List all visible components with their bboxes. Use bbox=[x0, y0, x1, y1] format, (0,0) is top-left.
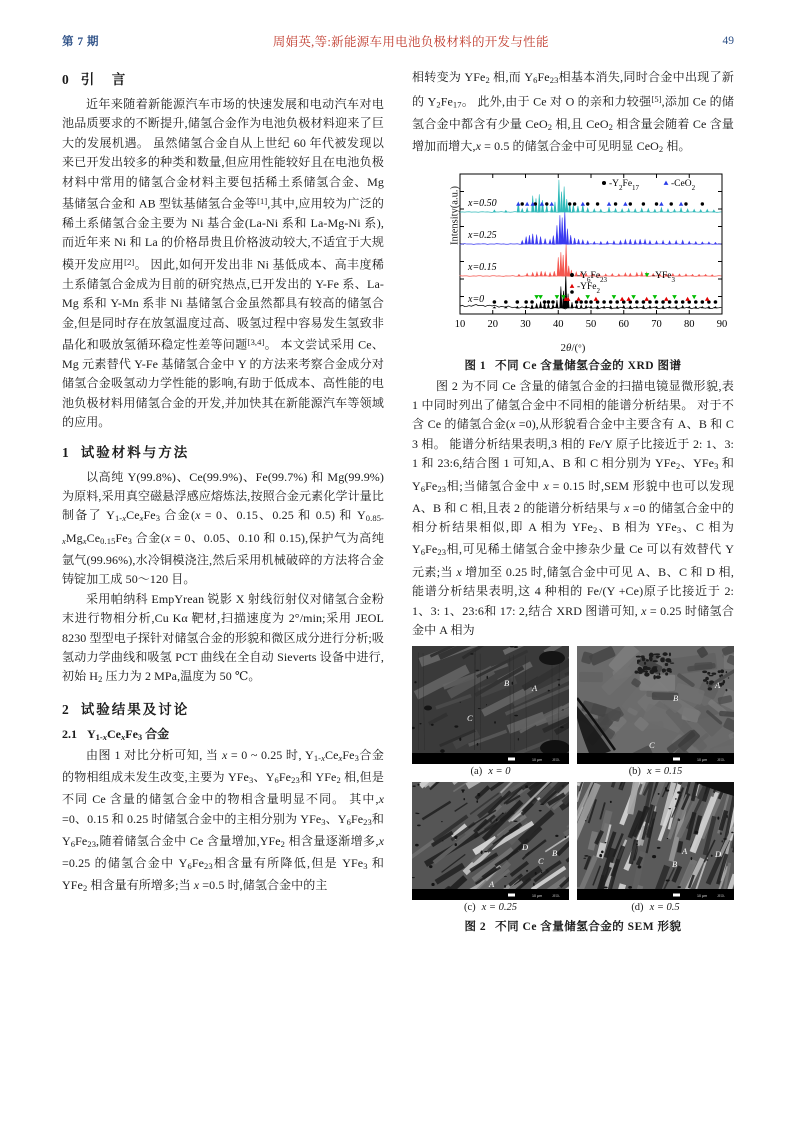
two-column-body bbox=[62, 68, 734, 1088]
svg-text:-Y2Fe17: $-Y_2Fe_{17}$ bbox=[609, 178, 640, 192]
paragraph-intro: 近年来随着新能源汽车市场的快速发展和电动汽车对电池品质要求的不断提升,储氢合金作为电池负极材料迎来了巨大的发展机遇。 虽然储氢合金自从上世纪 60 年代被发现以来已开发出较多的种类和数量,但应用性能较好且在电池负极材料中常用的储氢合金材料主要包括稀土系储氢合金、Mg 基储氢合金和 AB 型钛基储氢合金等[1],其中,应用较为广泛的稀土系储氢合金主要为 Ni 基合金(La-Ni 系和 La-Mg-Ni 系),而近年来 Ni 和 La 的价格昂贵且价格波动较大,不适宜于大规模开发应用[2]。 因此,如何开发出非 Ni 基低成本、高丰度稀土系储氢合金成为目前的研究热点,已开发出的 Y-Fe 系、La-Mg 系和 Y-Mn 系非 Ni 基储氢合金虽然都具有较高的储氢合金,但是同时存在放氢温度过高、吸氢过程中容易发生氢致非晶化和吸放氢循环稳定性差等问题[3,4]。 本文尝试采用 Ce、Mg 元素替代 Y-Fe 基储氢合金中 Y 的方法来考察合金成分对储氢合金吸氢动力学性能的影响,有助于低成本、高性能的电池负极材料用储氢合金的开发,并加快其在新能源汽车等领域的应用。 bbox=[62, 97, 384, 430]
svg-text:-CeO2: -CeO$_2$ bbox=[671, 178, 696, 192]
sem-image-d bbox=[577, 782, 734, 900]
svg-text:C: C bbox=[649, 740, 655, 751]
svg-text:50: 50 bbox=[585, 318, 597, 330]
sem-panel-c bbox=[412, 782, 569, 914]
sem-panel-value-d: x = 0.5 bbox=[649, 902, 680, 914]
svg-text:A: A bbox=[715, 680, 721, 691]
svg-text:D: D bbox=[715, 849, 722, 860]
svg-text:JEOL: JEOL bbox=[552, 758, 560, 763]
page-number: 49 bbox=[722, 35, 734, 47]
svg-text:B: B bbox=[672, 859, 678, 870]
figure-2-caption bbox=[412, 918, 734, 934]
sem-panel-grid bbox=[412, 646, 734, 914]
sem-panel-value-c: x = 0.25 bbox=[481, 902, 518, 914]
svg-text:x=0.15: x=0.15 bbox=[468, 261, 497, 273]
svg-text:40: 40 bbox=[553, 318, 564, 330]
paragraph-sem-discussion: 图 2 为不同 Ce 含量的储氢合金的扫描电镜显微形貌,表 1 中同时列出了储氢合金中不同相的能谱分析结果。 对于不含 Ce 的储氢合金(x =0),从形貌看合金中主要含有 A、B 和 C 3 相。 能谱分析结果表明,3 相的 Fe/Y 原子比接近于 2: 1、3: 1 和 23:6,结合图 1 可知,A、B 和 C 相分别为 YFe$_2$、YFe$_3$ 和 $Y_6Fe_{23}$相;当储氢合金中 x = 0.15 时,SEM 形貌中也可以发现 A、B 和 C 相,且表 2 的能谱分析结果与 x =0 的储氢合金中的相分析结果相似,即 A 相为 YFe$_2$、B 相为 YFe$_3$、C 相为 $Y_6Fe_{23}$相,可见稀土储氢合金中掺杂少量 Ce 可以有效替代 Y 元素;当 x 增加至 0.25 时,储氢合金中可见 A、B、C 和 D 相,能谱分析结果表明,这 4 种相的 Fe/(Y +Ce)原子比接近于 2: 1、3: 1、23:6和 17: 2,结合 XRD 图谱可知, x = 0.25 时储氢合金中 A 相为 bbox=[412, 378, 734, 637]
sem-caption-d bbox=[577, 902, 734, 913]
sem-panel-d bbox=[577, 782, 734, 914]
section-heading-2 bbox=[62, 698, 384, 718]
figure-1-xrd bbox=[412, 166, 734, 373]
xrd-y-axis-label: Intensity(a.u.) bbox=[449, 185, 461, 245]
running-head bbox=[62, 30, 734, 52]
sem-image-b bbox=[577, 646, 734, 764]
svg-text:80: 80 bbox=[684, 318, 695, 330]
svg-text:10 μm: 10 μm bbox=[532, 894, 543, 899]
svg-text:JEOL: JEOL bbox=[552, 894, 560, 899]
sem-caption-b bbox=[577, 766, 734, 777]
figure-1-caption bbox=[412, 357, 734, 373]
svg-text:10: 10 bbox=[454, 318, 466, 330]
svg-text:C: C bbox=[467, 713, 473, 724]
subsection-title-2-1: $Y_{1-x}Ce_xFe_3$ 合金 bbox=[87, 726, 170, 742]
sem-panel-label-a: (a) bbox=[470, 766, 483, 778]
svg-text:20: 20 bbox=[487, 318, 498, 330]
svg-text:60: 60 bbox=[618, 318, 629, 330]
subsection-number-2-1: 2.1 bbox=[62, 726, 77, 741]
sem-caption-a bbox=[412, 766, 569, 777]
svg-text:-YFe2: -YFe$_2$ bbox=[577, 281, 601, 295]
svg-text:A: A bbox=[489, 879, 495, 890]
sem-image-a bbox=[412, 646, 569, 764]
svg-text:30: 30 bbox=[520, 318, 531, 330]
sem-panel-label-c: (c) bbox=[463, 902, 476, 914]
sem-panel-value-b: x = 0.15 bbox=[646, 766, 683, 778]
section-number-2: 2 bbox=[62, 701, 69, 717]
section-title-1: 试验材料与方法 bbox=[80, 444, 190, 460]
paragraph-methods: 采用帕纳科 EmpYrean 锐影 X 射线衍射仪对储氢合金粉末进行物相分析,Cu Kα 靶材,扫描速度为 2°/min;采用 JEOL 8230 型型电子探针对储氢合金的形貌和微区成分进行分析;吸氢动力学曲线和吸氢 PCT 曲线在全自动 Sieverts 设备中进行,初始 $H_2$ 压力为 2 MPa,温度为 50 ℃。 bbox=[62, 591, 384, 685]
figure-1-label: 图 1 bbox=[464, 359, 487, 372]
sem-panel-a bbox=[412, 646, 569, 778]
sem-panel-b bbox=[577, 646, 734, 778]
svg-text:JEOL: JEOL bbox=[717, 894, 725, 899]
svg-text:10 μm: 10 μm bbox=[532, 758, 543, 763]
paragraph-materials: 以高纯 Y(99.8%)、Ce(99.9%)、Fe(99.7%) 和 Mg(99.9%)为原料,采用真空磁悬浮感应熔炼法,按照合金元素化学计量比制备了 $Y_{1-x}Ce_xFe_3$ 合金(x = 0、0.15、0.25 和 0.5) 和 $Y_{0.85-x}Mg_xCe_{0.15}Fe_3$ 合金(x = 0、0.05、0.10 和 0.15),保护气为高纯氩气(99.96%),水冷铜模浇注,然后采用机械破碎的方法将合金铸锭加工成 50～120 目。 bbox=[62, 469, 384, 587]
sem-panel-label-b: (b) bbox=[628, 766, 641, 778]
section-number-1: 1 bbox=[62, 444, 69, 460]
xrd-x-axis-label: 2θ/(°) bbox=[560, 341, 586, 354]
svg-text:70: 70 bbox=[651, 318, 662, 330]
svg-text:10 μm: 10 μm bbox=[697, 758, 708, 763]
svg-text:x=0.50: x=0.50 bbox=[468, 197, 497, 209]
section-title-2: 试验结果及讨论 bbox=[80, 701, 190, 717]
subsection-heading-2-1 bbox=[62, 725, 384, 742]
svg-text:JEOL: JEOL bbox=[717, 758, 725, 763]
section-number-0: 0 bbox=[62, 72, 69, 87]
xrd-chart bbox=[414, 166, 732, 344]
section-title-0: 引 言 bbox=[80, 72, 128, 87]
figure-2-label: 图 2 bbox=[464, 921, 487, 934]
figure-2-caption-text: 不同 Ce 含量储氢合金的 SEM 形貌 bbox=[495, 921, 682, 934]
svg-text:-YFe3: -YFe$_3$ bbox=[652, 270, 676, 284]
svg-text:10 μm: 10 μm bbox=[697, 894, 708, 899]
article-running-title: 周娟英,等:新能源车用电池负极材料的开发与性能 bbox=[272, 35, 549, 49]
paragraph-xrd-continued: 相转变为 YFe$_2$ 相,而 $Y_6Fe_{23}$相基本消失,同时合金中出现了新的 $Y_2Fe_{17}$。 此外,由于 Ce 对 O 的亲和力较强[5],添加 Ce 的储氢合金中都含有少量 CeO$_2$ 相,且 CeO$_2$ 相含量会随着 Ce 含量增加而增大,x = 0.5 的储氢合金中可见明显 CeO$_2$ 相。 bbox=[412, 70, 735, 155]
figure-1-caption-text: 不同 Ce 含量储氢合金的 XRD 图谱 bbox=[495, 359, 682, 372]
left-column bbox=[62, 68, 384, 899]
section-heading-0 bbox=[62, 68, 384, 88]
svg-text:-Y6Fe23: $-Y_6Fe_{23}$ bbox=[577, 270, 608, 284]
issue-number: 第 7 期 bbox=[62, 36, 99, 48]
svg-text:C: C bbox=[538, 856, 544, 867]
right-column bbox=[412, 68, 734, 934]
svg-text:x=0.25: x=0.25 bbox=[468, 229, 497, 241]
paragraph-xrd-discussion: 由图 1 对比分析可知, 当 x = 0 ~ 0.25 时, $Y_{1-x}Ce_xFe_3$合金的物相组成未发生改变,主要为 YFe$_3$、$Y_6Fe_{23}$和 YFe$_2$ 相,但是不同 Ce 含量的储氢合金中的物相含量明显不同。 其中,x =0、0.15 和 0.25 时储氢合金中的主相分别为 YFe$_3$、$Y_6Fe_{23}$和 $Y_6Fe_{23}$,随着储氢合金中 Ce 含量增加,YFe$_2$ 相含量逐渐增多,x =0.25 的储氢合金中 $Y_6Fe_{23}$相含量有所降低,但是 YFe$_3$ 和 YFe$_2$ 相含量有所增多;当 x =0.5 时,储氢合金中的主 bbox=[62, 747, 385, 894]
xrd-plot-svg bbox=[414, 166, 732, 344]
svg-text:D: D bbox=[522, 842, 529, 853]
sem-panel-label-d: (d) bbox=[631, 902, 644, 914]
svg-text:x=0: x=0 bbox=[468, 293, 485, 305]
svg-text:B: B bbox=[552, 848, 558, 859]
svg-text:B: B bbox=[504, 678, 510, 689]
svg-text:A: A bbox=[532, 683, 538, 694]
sem-caption-c bbox=[412, 902, 569, 913]
section-heading-1 bbox=[62, 441, 384, 461]
sem-image-c bbox=[412, 782, 569, 900]
svg-text:A: A bbox=[682, 846, 688, 857]
sem-panel-value-a: x = 0 bbox=[488, 766, 511, 778]
svg-text:90: 90 bbox=[716, 318, 728, 330]
figure-2-sem bbox=[412, 646, 734, 934]
svg-text:B: B bbox=[673, 693, 679, 704]
